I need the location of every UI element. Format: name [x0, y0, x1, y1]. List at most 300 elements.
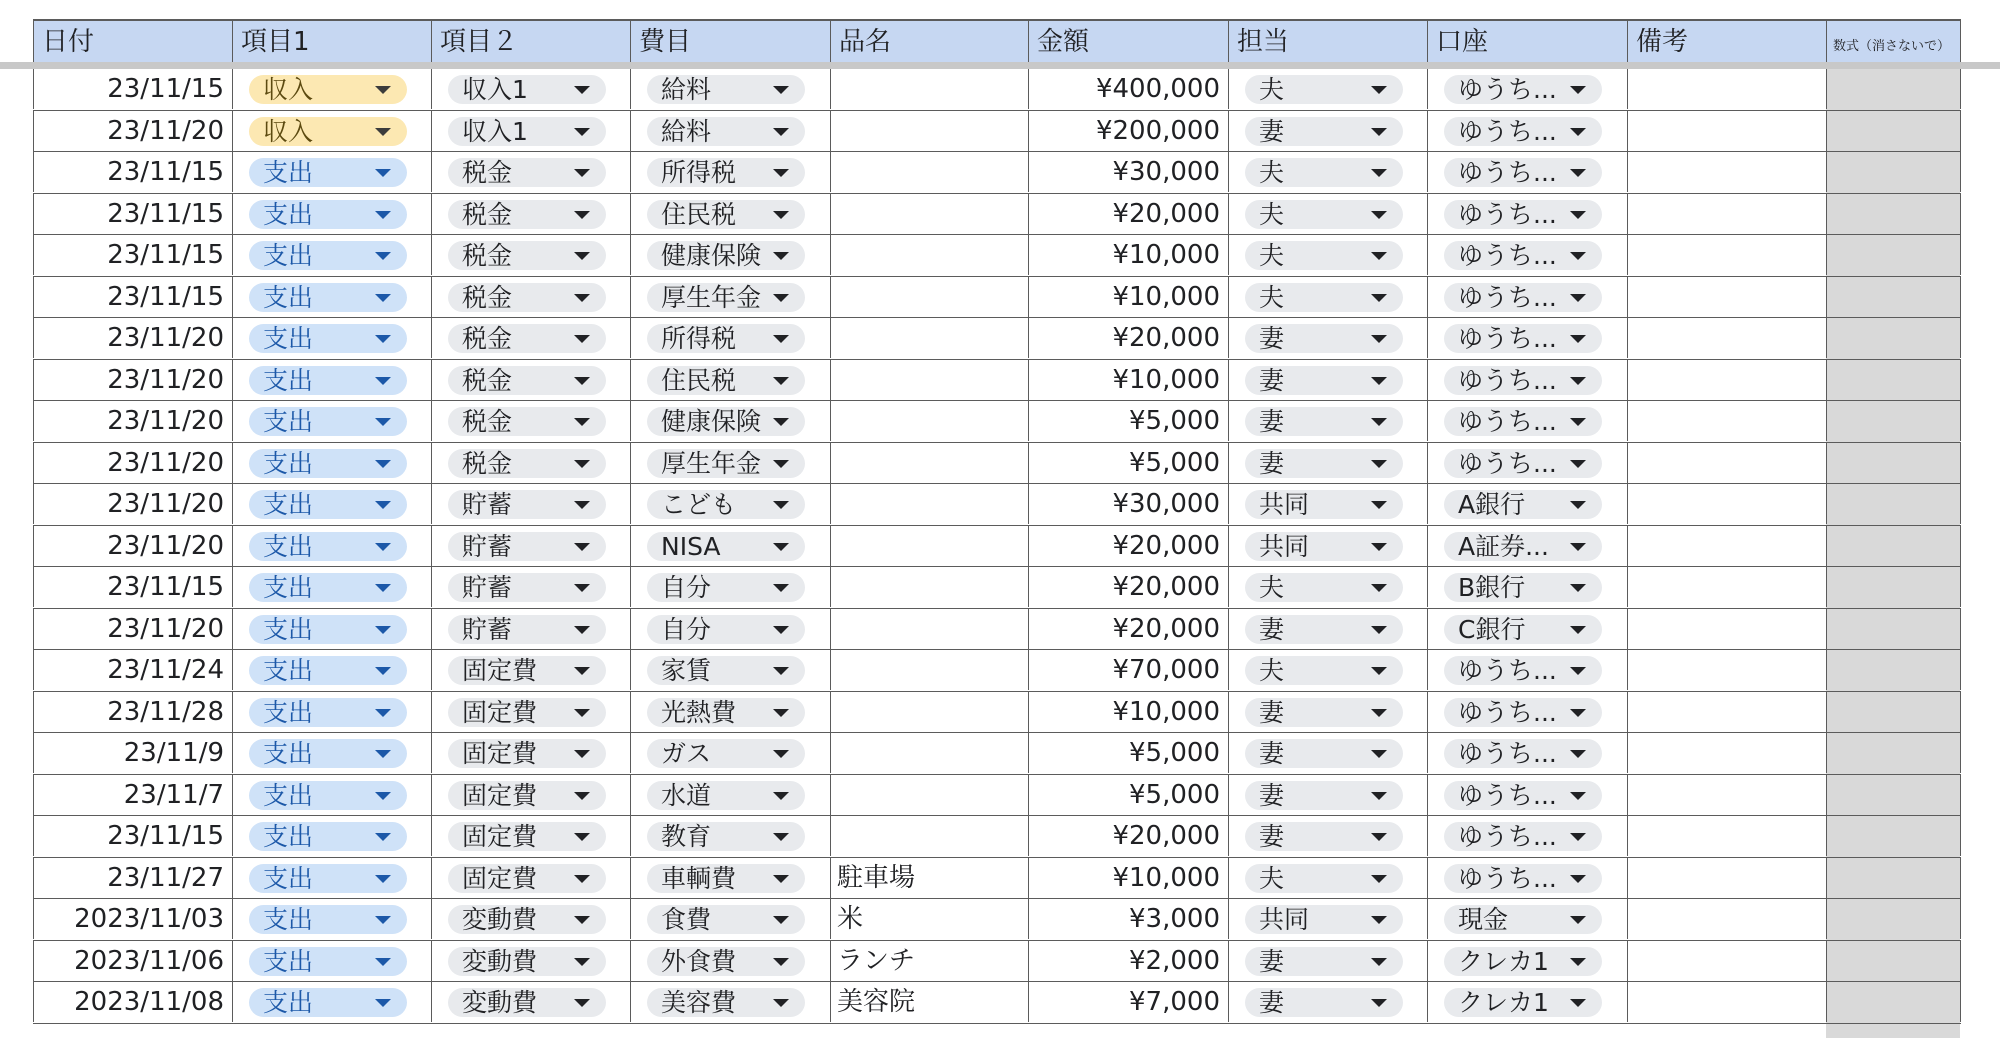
- category2-dropdown[interactable]: [448, 449, 606, 478]
- category1-cell[interactable]: [232, 982, 431, 1022]
- date-cell[interactable]: 23/11/20: [33, 111, 232, 151]
- chevron-down-icon[interactable]: [375, 584, 391, 592]
- header-date[interactable]: 日付: [33, 21, 232, 64]
- amount-cell[interactable]: ¥5,000: [1028, 775, 1228, 815]
- category2-cell[interactable]: [431, 235, 630, 275]
- note-cell[interactable]: [1627, 733, 1826, 773]
- note-cell[interactable]: [1627, 775, 1826, 815]
- note-cell[interactable]: [1627, 484, 1826, 524]
- item-name-cell[interactable]: [830, 609, 1028, 649]
- expense-item-cell[interactable]: [630, 982, 830, 1022]
- chevron-down-icon[interactable]: [773, 252, 789, 260]
- expense-item-dropdown[interactable]: [647, 864, 805, 893]
- category1-cell[interactable]: [232, 692, 431, 732]
- category1-cell[interactable]: [232, 111, 431, 151]
- category2-cell[interactable]: [431, 567, 630, 607]
- person-cell[interactable]: [1228, 235, 1427, 275]
- category1-cell[interactable]: [232, 360, 431, 400]
- chevron-down-icon[interactable]: [375, 252, 391, 260]
- chevron-down-icon[interactable]: [773, 460, 789, 468]
- expense-item-dropdown[interactable]: [647, 947, 805, 976]
- chevron-down-icon[interactable]: [1371, 584, 1387, 592]
- chevron-down-icon[interactable]: [574, 86, 590, 94]
- account-dropdown[interactable]: [1444, 283, 1602, 312]
- item-name-cell[interactable]: [830, 401, 1028, 441]
- chevron-down-icon[interactable]: [1371, 211, 1387, 219]
- note-cell[interactable]: [1627, 816, 1826, 856]
- account-cell[interactable]: [1427, 609, 1627, 649]
- item-name-cell[interactable]: [830, 152, 1028, 192]
- item-name-cell[interactable]: [830, 277, 1028, 317]
- account-cell[interactable]: [1427, 982, 1627, 1022]
- category1-dropdown[interactable]: [249, 988, 407, 1017]
- category1-cell[interactable]: [232, 816, 431, 856]
- frozen-row-divider[interactable]: [0, 62, 2000, 69]
- category2-dropdown[interactable]: [448, 822, 606, 851]
- category1-dropdown[interactable]: [249, 407, 407, 436]
- category1-cell[interactable]: [232, 443, 431, 483]
- date-cell[interactable]: 23/11/15: [33, 194, 232, 234]
- category2-dropdown[interactable]: [448, 698, 606, 727]
- chevron-down-icon[interactable]: [375, 875, 391, 883]
- expense-item-cell[interactable]: [630, 194, 830, 234]
- expense-item-cell[interactable]: [630, 277, 830, 317]
- chevron-down-icon[interactable]: [375, 211, 391, 219]
- expense-item-cell[interactable]: [630, 401, 830, 441]
- expense-item-cell[interactable]: [630, 899, 830, 939]
- category1-dropdown[interactable]: [249, 449, 407, 478]
- chevron-down-icon[interactable]: [773, 211, 789, 219]
- account-dropdown[interactable]: [1444, 573, 1602, 602]
- note-cell[interactable]: [1627, 194, 1826, 234]
- account-cell[interactable]: [1427, 443, 1627, 483]
- account-dropdown[interactable]: [1444, 615, 1602, 644]
- item-name-cell[interactable]: [830, 69, 1028, 109]
- chevron-down-icon[interactable]: [1371, 501, 1387, 509]
- person-cell[interactable]: [1228, 609, 1427, 649]
- chevron-down-icon[interactable]: [1371, 418, 1387, 426]
- chevron-down-icon[interactable]: [375, 833, 391, 841]
- person-dropdown[interactable]: [1245, 532, 1403, 561]
- category1-cell[interactable]: [232, 567, 431, 607]
- category1-dropdown[interactable]: [249, 905, 407, 934]
- category2-cell[interactable]: [431, 318, 630, 358]
- note-cell[interactable]: [1627, 277, 1826, 317]
- date-cell[interactable]: 23/11/15: [33, 235, 232, 275]
- amount-cell[interactable]: ¥5,000: [1028, 443, 1228, 483]
- category1-dropdown[interactable]: [249, 615, 407, 644]
- person-cell[interactable]: [1228, 650, 1427, 690]
- account-cell[interactable]: [1427, 733, 1627, 773]
- header-category2[interactable]: 項目２: [431, 21, 630, 64]
- expense-item-dropdown[interactable]: [647, 241, 805, 270]
- item-name-cell[interactable]: [830, 775, 1028, 815]
- expense-item-dropdown[interactable]: [647, 905, 805, 934]
- chevron-down-icon[interactable]: [1371, 999, 1387, 1007]
- item-name-cell[interactable]: [830, 235, 1028, 275]
- expense-item-cell[interactable]: [630, 360, 830, 400]
- account-dropdown[interactable]: [1444, 324, 1602, 353]
- category2-dropdown[interactable]: [448, 532, 606, 561]
- chevron-down-icon[interactable]: [773, 667, 789, 675]
- chevron-down-icon[interactable]: [574, 916, 590, 924]
- chevron-down-icon[interactable]: [574, 709, 590, 717]
- chevron-down-icon[interactable]: [574, 211, 590, 219]
- category2-dropdown[interactable]: [448, 905, 606, 934]
- expense-item-dropdown[interactable]: [647, 324, 805, 353]
- person-dropdown[interactable]: [1245, 656, 1403, 685]
- chevron-down-icon[interactable]: [1570, 252, 1586, 260]
- expense-item-dropdown[interactable]: [647, 75, 805, 104]
- chevron-down-icon[interactable]: [1371, 792, 1387, 800]
- category2-dropdown[interactable]: [448, 366, 606, 395]
- expense-item-cell[interactable]: [630, 775, 830, 815]
- person-dropdown[interactable]: [1245, 739, 1403, 768]
- chevron-down-icon[interactable]: [574, 792, 590, 800]
- category1-dropdown[interactable]: [249, 366, 407, 395]
- expense-item-cell[interactable]: [630, 152, 830, 192]
- chevron-down-icon[interactable]: [375, 626, 391, 634]
- item-name-cell[interactable]: ランチ: [830, 941, 1028, 981]
- chevron-down-icon[interactable]: [1570, 833, 1586, 841]
- expense-item-dropdown[interactable]: [647, 988, 805, 1017]
- category2-dropdown[interactable]: [448, 988, 606, 1017]
- person-dropdown[interactable]: [1245, 490, 1403, 519]
- amount-cell[interactable]: ¥20,000: [1028, 609, 1228, 649]
- expense-item-dropdown[interactable]: [647, 283, 805, 312]
- chevron-down-icon[interactable]: [375, 86, 391, 94]
- amount-cell[interactable]: ¥10,000: [1028, 235, 1228, 275]
- note-cell[interactable]: [1627, 69, 1826, 109]
- account-cell[interactable]: [1427, 692, 1627, 732]
- account-cell[interactable]: [1427, 69, 1627, 109]
- chevron-down-icon[interactable]: [773, 169, 789, 177]
- category1-dropdown[interactable]: [249, 490, 407, 519]
- person-dropdown[interactable]: [1245, 324, 1403, 353]
- account-dropdown[interactable]: [1444, 200, 1602, 229]
- date-cell[interactable]: 23/11/20: [33, 484, 232, 524]
- amount-cell[interactable]: ¥20,000: [1028, 567, 1228, 607]
- date-cell[interactable]: 23/11/28: [33, 692, 232, 732]
- account-cell[interactable]: [1427, 318, 1627, 358]
- category2-cell[interactable]: [431, 941, 630, 981]
- account-dropdown[interactable]: [1444, 532, 1602, 561]
- chevron-down-icon[interactable]: [773, 875, 789, 883]
- chevron-down-icon[interactable]: [1371, 667, 1387, 675]
- chevron-down-icon[interactable]: [1371, 460, 1387, 468]
- expense-item-dropdown[interactable]: [647, 615, 805, 644]
- amount-cell[interactable]: ¥10,000: [1028, 277, 1228, 317]
- person-dropdown[interactable]: [1245, 366, 1403, 395]
- person-dropdown[interactable]: [1245, 947, 1403, 976]
- account-dropdown[interactable]: [1444, 781, 1602, 810]
- account-cell[interactable]: [1427, 941, 1627, 981]
- date-cell[interactable]: 23/11/20: [33, 360, 232, 400]
- chevron-down-icon[interactable]: [773, 750, 789, 758]
- category2-cell[interactable]: [431, 401, 630, 441]
- person-dropdown[interactable]: [1245, 615, 1403, 644]
- date-cell[interactable]: 2023/11/06: [33, 941, 232, 981]
- chevron-down-icon[interactable]: [1570, 294, 1586, 302]
- chevron-down-icon[interactable]: [1570, 875, 1586, 883]
- account-cell[interactable]: [1427, 194, 1627, 234]
- category1-cell[interactable]: [232, 526, 431, 566]
- expense-item-cell[interactable]: [630, 235, 830, 275]
- note-cell[interactable]: [1627, 899, 1826, 939]
- chevron-down-icon[interactable]: [574, 501, 590, 509]
- chevron-down-icon[interactable]: [375, 169, 391, 177]
- chevron-down-icon[interactable]: [574, 294, 590, 302]
- chevron-down-icon[interactable]: [1570, 792, 1586, 800]
- account-dropdown[interactable]: [1444, 822, 1602, 851]
- person-dropdown[interactable]: [1245, 200, 1403, 229]
- chevron-down-icon[interactable]: [1570, 916, 1586, 924]
- person-cell[interactable]: [1228, 318, 1427, 358]
- category2-cell[interactable]: [431, 899, 630, 939]
- item-name-cell[interactable]: 米: [830, 899, 1028, 939]
- date-cell[interactable]: 23/11/20: [33, 609, 232, 649]
- item-name-cell[interactable]: [830, 650, 1028, 690]
- chevron-down-icon[interactable]: [773, 501, 789, 509]
- chevron-down-icon[interactable]: [773, 294, 789, 302]
- header-person[interactable]: 担当: [1228, 21, 1427, 64]
- chevron-down-icon[interactable]: [773, 833, 789, 841]
- category1-cell[interactable]: [232, 152, 431, 192]
- date-cell[interactable]: 23/11/27: [33, 858, 232, 898]
- account-dropdown[interactable]: [1444, 490, 1602, 519]
- note-cell[interactable]: [1627, 401, 1826, 441]
- note-cell[interactable]: [1627, 650, 1826, 690]
- chevron-down-icon[interactable]: [1371, 833, 1387, 841]
- account-dropdown[interactable]: [1444, 241, 1602, 270]
- amount-cell[interactable]: ¥10,000: [1028, 858, 1228, 898]
- expense-item-dropdown[interactable]: [647, 573, 805, 602]
- chevron-down-icon[interactable]: [1371, 252, 1387, 260]
- date-cell[interactable]: 23/11/15: [33, 277, 232, 317]
- item-name-cell[interactable]: [830, 567, 1028, 607]
- account-dropdown[interactable]: [1444, 947, 1602, 976]
- category2-dropdown[interactable]: [448, 947, 606, 976]
- chevron-down-icon[interactable]: [574, 958, 590, 966]
- expense-item-cell[interactable]: [630, 858, 830, 898]
- item-name-cell[interactable]: [830, 733, 1028, 773]
- date-cell[interactable]: 23/11/7: [33, 775, 232, 815]
- account-cell[interactable]: [1427, 152, 1627, 192]
- date-cell[interactable]: 23/11/9: [33, 733, 232, 773]
- expense-item-cell[interactable]: [630, 609, 830, 649]
- chevron-down-icon[interactable]: [574, 875, 590, 883]
- amount-cell[interactable]: ¥20,000: [1028, 318, 1228, 358]
- chevron-down-icon[interactable]: [1570, 128, 1586, 136]
- category1-dropdown[interactable]: [249, 698, 407, 727]
- category1-dropdown[interactable]: [249, 739, 407, 768]
- category1-cell[interactable]: [232, 401, 431, 441]
- expense-item-cell[interactable]: [630, 484, 830, 524]
- person-cell[interactable]: [1228, 775, 1427, 815]
- account-cell[interactable]: [1427, 775, 1627, 815]
- chevron-down-icon[interactable]: [1570, 86, 1586, 94]
- expense-item-cell[interactable]: [630, 526, 830, 566]
- chevron-down-icon[interactable]: [375, 294, 391, 302]
- person-cell[interactable]: [1228, 982, 1427, 1022]
- amount-cell[interactable]: ¥400,000: [1028, 69, 1228, 109]
- category1-cell[interactable]: [232, 277, 431, 317]
- expense-item-cell[interactable]: [630, 816, 830, 856]
- chevron-down-icon[interactable]: [773, 958, 789, 966]
- date-cell[interactable]: 2023/11/03: [33, 899, 232, 939]
- chevron-down-icon[interactable]: [773, 916, 789, 924]
- date-cell[interactable]: 23/11/15: [33, 152, 232, 192]
- note-cell[interactable]: [1627, 692, 1826, 732]
- chevron-down-icon[interactable]: [375, 377, 391, 385]
- chevron-down-icon[interactable]: [574, 833, 590, 841]
- expense-item-cell[interactable]: [630, 567, 830, 607]
- person-cell[interactable]: [1228, 69, 1427, 109]
- account-cell[interactable]: [1427, 484, 1627, 524]
- category2-dropdown[interactable]: [448, 490, 606, 519]
- header-formula[interactable]: 数式（消さないで）: [1826, 21, 1961, 64]
- category2-cell[interactable]: [431, 816, 630, 856]
- chevron-down-icon[interactable]: [1570, 169, 1586, 177]
- chevron-down-icon[interactable]: [1371, 86, 1387, 94]
- date-cell[interactable]: 23/11/15: [33, 567, 232, 607]
- category2-dropdown[interactable]: [448, 324, 606, 353]
- category1-cell[interactable]: [232, 194, 431, 234]
- category1-cell[interactable]: [232, 69, 431, 109]
- account-dropdown[interactable]: [1444, 905, 1602, 934]
- header-expense-item[interactable]: 費目: [630, 21, 830, 64]
- expense-item-dropdown[interactable]: [647, 532, 805, 561]
- chevron-down-icon[interactable]: [375, 916, 391, 924]
- item-name-cell[interactable]: [830, 111, 1028, 151]
- chevron-down-icon[interactable]: [1570, 709, 1586, 717]
- category1-dropdown[interactable]: [249, 75, 407, 104]
- chevron-down-icon[interactable]: [1371, 335, 1387, 343]
- category2-dropdown[interactable]: [448, 573, 606, 602]
- chevron-down-icon[interactable]: [574, 169, 590, 177]
- category1-dropdown[interactable]: [249, 864, 407, 893]
- person-dropdown[interactable]: [1245, 449, 1403, 478]
- expense-item-dropdown[interactable]: [647, 200, 805, 229]
- account-cell[interactable]: [1427, 650, 1627, 690]
- date-cell[interactable]: 2023/11/08: [33, 982, 232, 1022]
- note-cell[interactable]: [1627, 443, 1826, 483]
- category1-dropdown[interactable]: [249, 822, 407, 851]
- chevron-down-icon[interactable]: [1371, 916, 1387, 924]
- expense-item-cell[interactable]: [630, 111, 830, 151]
- chevron-down-icon[interactable]: [574, 335, 590, 343]
- chevron-down-icon[interactable]: [574, 584, 590, 592]
- category1-cell[interactable]: [232, 609, 431, 649]
- chevron-down-icon[interactable]: [773, 418, 789, 426]
- date-cell[interactable]: 23/11/20: [33, 443, 232, 483]
- account-cell[interactable]: [1427, 858, 1627, 898]
- category2-cell[interactable]: [431, 775, 630, 815]
- chevron-down-icon[interactable]: [1371, 543, 1387, 551]
- expense-item-dropdown[interactable]: [647, 366, 805, 395]
- person-cell[interactable]: [1228, 360, 1427, 400]
- account-dropdown[interactable]: [1444, 698, 1602, 727]
- expense-item-cell[interactable]: [630, 318, 830, 358]
- person-dropdown[interactable]: [1245, 158, 1403, 187]
- chevron-down-icon[interactable]: [1570, 626, 1586, 634]
- expense-item-cell[interactable]: [630, 941, 830, 981]
- category2-cell[interactable]: [431, 111, 630, 151]
- category2-dropdown[interactable]: [448, 615, 606, 644]
- account-dropdown[interactable]: [1444, 117, 1602, 146]
- item-name-cell[interactable]: [830, 443, 1028, 483]
- category2-dropdown[interactable]: [448, 781, 606, 810]
- chevron-down-icon[interactable]: [1570, 418, 1586, 426]
- date-cell[interactable]: 23/11/24: [33, 650, 232, 690]
- account-cell[interactable]: [1427, 111, 1627, 151]
- date-cell[interactable]: 23/11/15: [33, 816, 232, 856]
- item-name-cell[interactable]: 美容院: [830, 982, 1028, 1022]
- person-cell[interactable]: [1228, 941, 1427, 981]
- chevron-down-icon[interactable]: [1371, 294, 1387, 302]
- expense-item-dropdown[interactable]: [647, 822, 805, 851]
- chevron-down-icon[interactable]: [375, 667, 391, 675]
- account-dropdown[interactable]: [1444, 739, 1602, 768]
- person-dropdown[interactable]: [1245, 241, 1403, 270]
- expense-item-cell[interactable]: [630, 650, 830, 690]
- person-cell[interactable]: [1228, 692, 1427, 732]
- account-cell[interactable]: [1427, 567, 1627, 607]
- amount-cell[interactable]: ¥3,000: [1028, 899, 1228, 939]
- person-dropdown[interactable]: [1245, 905, 1403, 934]
- category1-cell[interactable]: [232, 858, 431, 898]
- expense-item-cell[interactable]: [630, 69, 830, 109]
- chevron-down-icon[interactable]: [574, 750, 590, 758]
- chevron-down-icon[interactable]: [773, 626, 789, 634]
- item-name-cell[interactable]: [830, 318, 1028, 358]
- account-dropdown[interactable]: [1444, 158, 1602, 187]
- account-cell[interactable]: [1427, 360, 1627, 400]
- category1-cell[interactable]: [232, 484, 431, 524]
- person-cell[interactable]: [1228, 111, 1427, 151]
- person-dropdown[interactable]: [1245, 864, 1403, 893]
- category2-cell[interactable]: [431, 650, 630, 690]
- chevron-down-icon[interactable]: [1371, 169, 1387, 177]
- account-dropdown[interactable]: [1444, 407, 1602, 436]
- chevron-down-icon[interactable]: [375, 128, 391, 136]
- expense-item-dropdown[interactable]: [647, 158, 805, 187]
- category1-cell[interactable]: [232, 318, 431, 358]
- category2-dropdown[interactable]: [448, 407, 606, 436]
- account-dropdown[interactable]: [1444, 656, 1602, 685]
- date-cell[interactable]: 23/11/15: [33, 69, 232, 109]
- category2-cell[interactable]: [431, 152, 630, 192]
- date-cell[interactable]: 23/11/20: [33, 526, 232, 566]
- amount-cell[interactable]: ¥20,000: [1028, 526, 1228, 566]
- account-cell[interactable]: [1427, 277, 1627, 317]
- person-cell[interactable]: [1228, 194, 1427, 234]
- chevron-down-icon[interactable]: [574, 667, 590, 675]
- category2-dropdown[interactable]: [448, 75, 606, 104]
- amount-cell[interactable]: ¥30,000: [1028, 484, 1228, 524]
- account-cell[interactable]: [1427, 899, 1627, 939]
- chevron-down-icon[interactable]: [1570, 999, 1586, 1007]
- person-cell[interactable]: [1228, 277, 1427, 317]
- chevron-down-icon[interactable]: [773, 543, 789, 551]
- category2-dropdown[interactable]: [448, 158, 606, 187]
- amount-cell[interactable]: ¥20,000: [1028, 816, 1228, 856]
- amount-cell[interactable]: ¥7,000: [1028, 982, 1228, 1022]
- expense-item-cell[interactable]: [630, 733, 830, 773]
- account-dropdown[interactable]: [1444, 449, 1602, 478]
- chevron-down-icon[interactable]: [574, 252, 590, 260]
- category2-cell[interactable]: [431, 360, 630, 400]
